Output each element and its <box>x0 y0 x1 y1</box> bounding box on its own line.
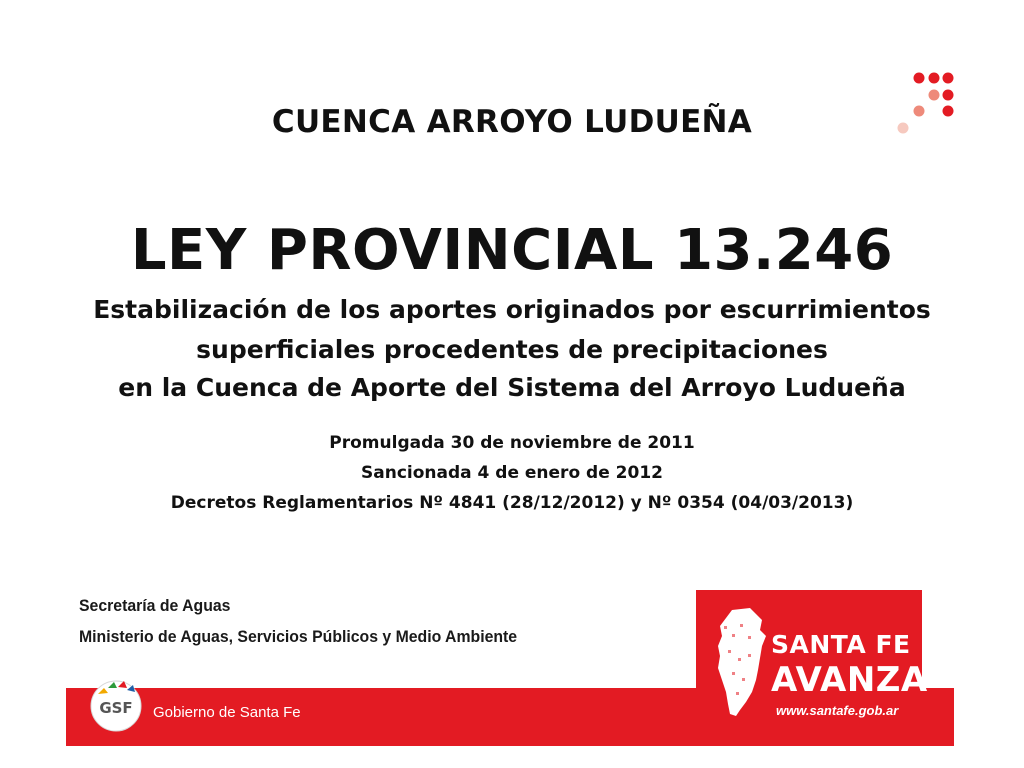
sanction-date: Sancionada 4 de enero de 2012 <box>361 463 663 483</box>
ministry-label: Ministerio de Aguas, Servicios Públicos y Medio Ambiente <box>79 627 518 646</box>
page-heading: CUENCA ARROYO LUDUEÑA <box>271 104 753 140</box>
secretariat-label: Secretaría de Aguas <box>79 596 231 615</box>
regulatory-decrees: Decretos Reglamentarios Nº 4841 (28/12/2012) y Nº 0354 (04/03/2013) <box>170 493 854 513</box>
santa-fe-avanza-brand <box>696 590 928 746</box>
brand-line-1: SANTA FE <box>771 630 911 659</box>
promulgation-date: Promulgada 30 de noviembre de 2011 <box>329 433 695 453</box>
government-label: Gobierno de Santa Fe <box>153 704 301 721</box>
gsf-logo-icon <box>88 676 144 732</box>
subtitle-line-3: en la Cuenca de Aporte del Sistema del Arroyo Ludueña <box>118 373 906 402</box>
subtitle-line-2: superficiales procedentes de precipitaciones <box>196 335 828 364</box>
law-title: LEY PROVINCIAL 13.246 <box>130 218 894 283</box>
gsf-logo-text: GSF <box>99 699 133 717</box>
santa-fe-map-icon <box>710 606 770 720</box>
brand-line-2: AVANZA <box>771 660 928 700</box>
brand-url[interactable]: www.santafe.gob.ar <box>776 703 899 718</box>
subtitle-line-1: Estabilización de los aportes originados por escurrimientos <box>93 295 931 324</box>
